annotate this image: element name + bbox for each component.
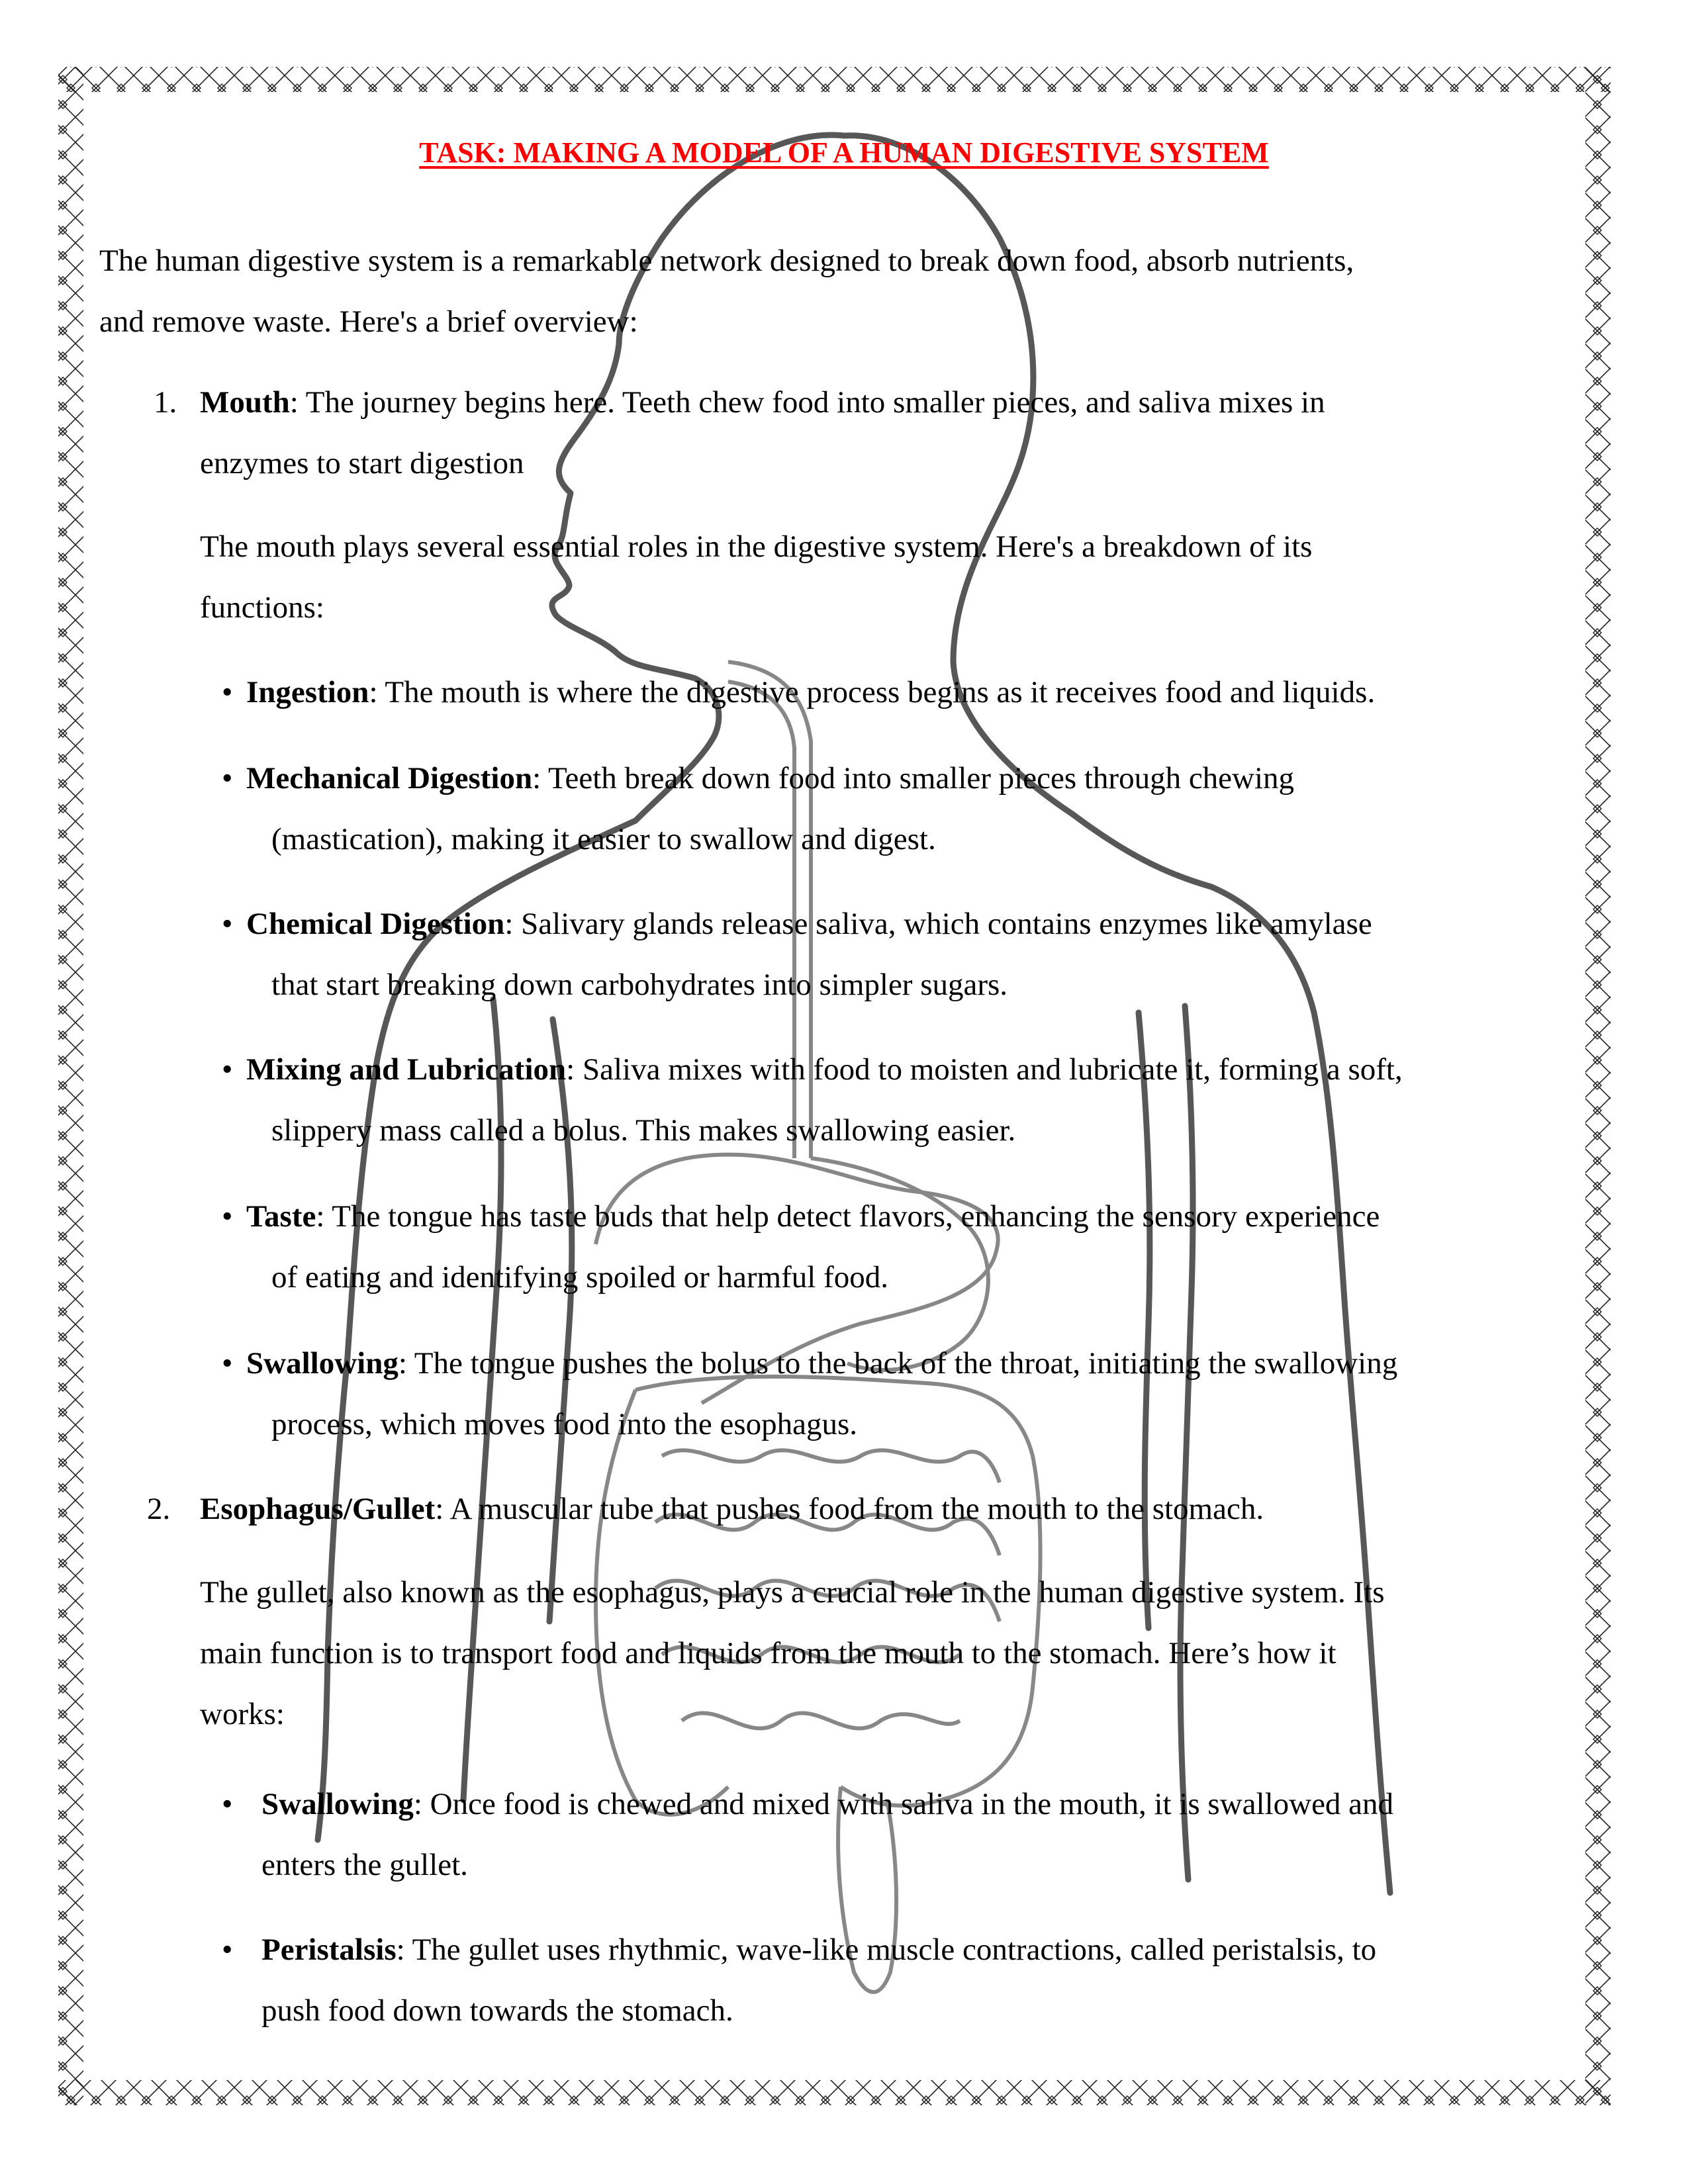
section-1-detail-line-2: functions: (200, 590, 324, 625)
bullet-icon: • (222, 761, 233, 796)
bullet-taste (246, 1186, 1380, 1247)
bullet-icon: • (222, 1787, 233, 1821)
section-1-line-2: enzymes to start digestion (200, 446, 524, 480)
section-2-line-1 (200, 1479, 1264, 1539)
bullet-text: : Teeth break down food into smaller pieces through chewing (532, 761, 1295, 796)
bullet-ingestion (246, 662, 1375, 723)
section-number-1: 1. (154, 385, 177, 420)
bullet-term: Peristalsis (261, 1933, 397, 1967)
bullet-swallowing-mouth (246, 1333, 1397, 1394)
bullet-chemical-digestion (246, 893, 1372, 954)
bullet-mechanical-digestion-line-2: (mastication), making it easier to swallow and digest. (271, 822, 936, 856)
bullet-chemical-digestion-line-2: that start breaking down carbohydrates into simpler sugars. (271, 968, 1008, 1002)
bullet-text: : Once food is chewed and mixed with saliva in the mouth, it is swallowed and (413, 1787, 1394, 1821)
section-2-detail-line-3: works: (200, 1697, 285, 1731)
bullet-mechanical-digestion (246, 748, 1294, 809)
bullet-swallowing-gullet-line-2: enters the gullet. (261, 1848, 468, 1882)
bullet-icon: • (222, 675, 233, 709)
bullet-term: Chemical Digestion (246, 907, 505, 941)
bullet-peristalsis (261, 1919, 1376, 1980)
intro-line-2: and remove waste. Here's a brief overview: (99, 304, 638, 339)
bullet-term: Mixing and Lubrication (246, 1052, 567, 1087)
bullet-term: Ingestion (246, 675, 369, 709)
bullet-text: : The tongue pushes the bolus to the back of the throat, initiating the swallowing (398, 1346, 1398, 1381)
bullet-taste-line-2: of eating and identifying spoiled or harmful food. (271, 1260, 888, 1295)
bullet-text: : The tongue has taste buds that help detect flavors, enhancing the sensory experience (316, 1199, 1380, 1234)
bullet-text: : Saliva mixes with food to moisten and lubricate it, forming a soft, (566, 1052, 1403, 1087)
bullet-icon: • (222, 1052, 233, 1087)
bullet-icon: • (222, 907, 233, 941)
section-number-2: 2. (147, 1492, 171, 1526)
bullet-peristalsis-line-2: push food down towards the stomach. (261, 1993, 733, 2028)
bullet-term: Swallowing (261, 1787, 414, 1821)
bullet-icon: • (222, 1933, 233, 1967)
bullet-term: Swallowing (246, 1346, 399, 1381)
section-2-detail-line-2: main function is to transport food and liquids from the mouth to the stomach. Here’s how it (200, 1636, 1336, 1670)
section-1-summary: : The journey begins here. Teeth chew food into smaller pieces, and saliva mixes in (289, 385, 1325, 420)
bullet-icon: • (222, 1199, 233, 1234)
section-1-term: Mouth (200, 385, 290, 420)
bullet-term: Taste (246, 1199, 316, 1234)
section-2-detail-line-1: The gullet, also known as the esophagus, plays a crucial role in the human digestive system. Its (200, 1575, 1385, 1610)
bullet-term: Mechanical Digestion (246, 761, 533, 796)
intro-line-1: The human digestive system is a remarkable network designed to break down food, absorb nutrients, (99, 244, 1354, 278)
page-title: TASK: MAKING A MODEL OF A HUMAN DIGESTIVE SYSTEM (419, 136, 1269, 169)
bullet-mixing-lubrication (246, 1039, 1403, 1100)
section-1-line-1 (200, 372, 1325, 433)
bullet-text: : Salivary glands release saliva, which contains enzymes like amylase (504, 907, 1372, 941)
bullet-text: : The mouth is where the digestive process begins as it receives food and liquids. (369, 675, 1376, 709)
bullet-text: : The gullet uses rhythmic, wave-like muscle contractions, called peristalsis, to (396, 1933, 1377, 1967)
section-2-summary: : A muscular tube that pushes food from the mouth to the stomach. (435, 1492, 1264, 1526)
bullet-mixing-lubrication-line-2: slippery mass called a bolus. This makes swallowing easier. (271, 1113, 1016, 1148)
bullet-icon: • (222, 1346, 233, 1381)
section-2-term: Esophagus/Gullet (200, 1492, 436, 1526)
bullet-swallowing-mouth-line-2: process, which moves food into the esophagus. (271, 1407, 858, 1441)
section-1-detail-line-1: The mouth plays several essential roles in the digestive system. Here's a breakdown of its (200, 529, 1313, 564)
bullet-swallowing-gullet (261, 1774, 1393, 1835)
